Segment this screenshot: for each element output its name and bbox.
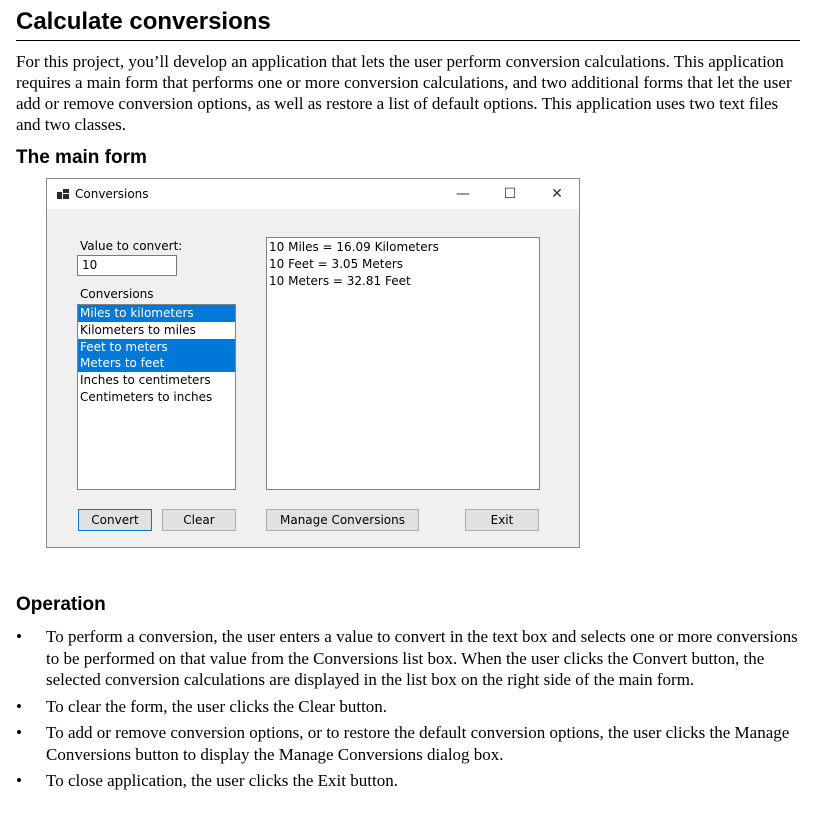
manage-conversions-button[interactable]: Manage Conversions [266,509,419,531]
result-item[interactable]: 10 Miles = 16.09 Kilometers [269,240,439,254]
conversion-item[interactable]: Miles to kilometers [78,305,235,322]
bullet-icon: • [16,723,22,742]
intro-paragraph: For this project, you’ll develop an application that lets the user perform conversion calculations. This application requires a main form that performs one or more conversion calculations, and two additional forms that let the user add or remove conversion options, as well as restore a list of default options. This application uses two text files and two classes. [16,52,792,134]
conversion-item[interactable]: Meters to feet [78,355,235,372]
bullet-text: To perform a conversion, the user enters a value to convert in the text box and selects one or more conversions to be performed on that value from the Conversions list box. When the user clicks the Convert button, the selected conversion calculations are displayed in the list box on the right side of the main form. [46,627,798,689]
conversion-item[interactable]: Feet to meters [78,339,235,356]
page-heading: Calculate conversions [16,8,271,35]
result-item[interactable]: 10 Feet = 3.05 Meters [269,256,404,271]
clear-button[interactable]: Clear [162,509,236,531]
bullet-item [16,722,806,765]
minimize-icon[interactable]: — [456,186,470,202]
bullet-item [16,770,806,792]
value-input[interactable]: 10 [77,255,177,276]
bullet-icon: • [16,771,22,790]
bullet-icon: • [16,627,22,646]
bullet-icon: • [16,696,22,716]
conversions-listbox[interactable] [77,304,236,490]
conversion-item[interactable]: Inches to centimeters [80,373,211,388]
operation-heading: Operation [16,594,106,615]
bullet-item [16,696,806,718]
conversions-label: Conversions [80,287,154,301]
results-listbox[interactable] [266,237,540,490]
conversions-window [46,178,580,548]
bullet-text: To close application, the user clicks the Exit button. [46,771,398,790]
app-icon [57,189,69,199]
close-icon[interactable]: ✕ [551,186,563,202]
bullet-text: To add or remove conversion options, or to restore the default conversion options, the user clicks the Manage Conversions button to display the Manage Conversions dialog box. [46,723,790,764]
operation-list [16,626,806,797]
bullet-item [16,626,806,691]
result-item[interactable]: 10 Meters = 32.81 Feet [269,273,411,288]
heading-rule [16,40,800,41]
convert-button[interactable]: Convert [78,509,152,531]
conversion-item[interactable]: Kilometers to miles [80,322,196,337]
window-title: Conversions [75,187,149,201]
maximize-icon[interactable]: ☐ [503,186,517,202]
conversion-item[interactable]: Centimeters to inches [80,389,213,404]
bullet-text: To clear the form, the user clicks the Clear button. [46,696,388,716]
main-form-heading: The main form [16,147,147,168]
title-bar[interactable] [47,179,579,209]
value-label: Value to convert: [80,239,183,253]
exit-button[interactable]: Exit [465,509,539,531]
